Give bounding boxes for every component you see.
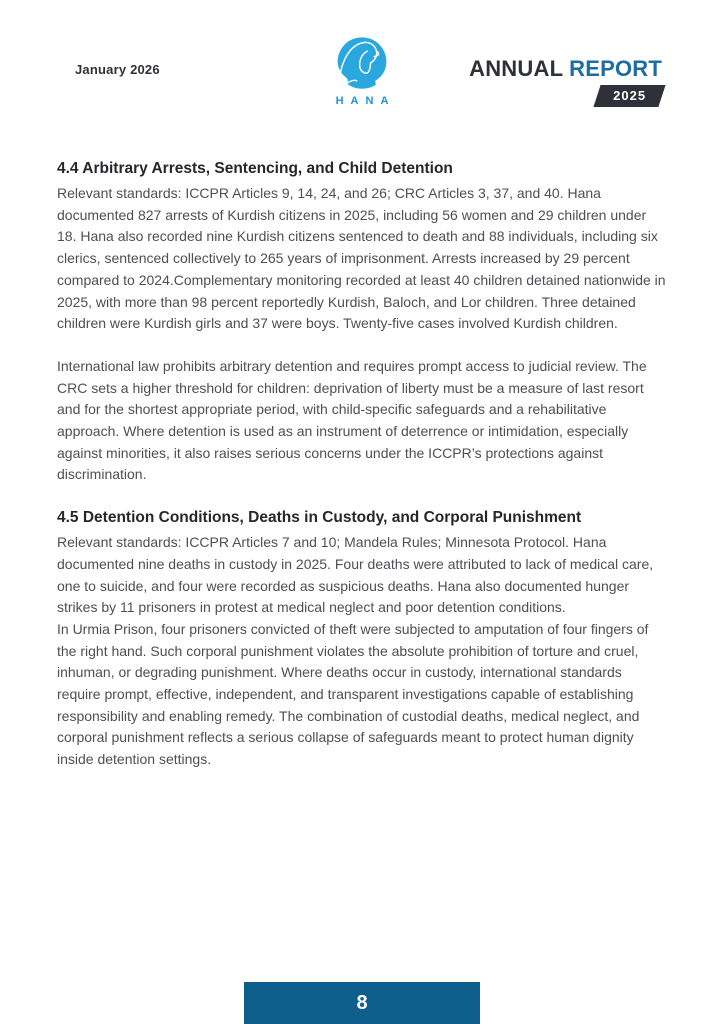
- section-4-4: [57, 158, 669, 486]
- paragraph: International law prohibits arbitrary detention and requires prompt access to judicial review. The CRC sets a higher threshold for children: deprivation of liberty must be a measure of last resort and for the shortest appropriate period, with child-specific safeguards and a rehabilitative approach. Where detention is used as an instrument of deterrence or intimidation, especially against minorities, it also raises serious concerns under the ICCPR’s protections against discrimination.: [57, 357, 647, 483]
- report-body: [57, 158, 669, 771]
- report-title: [469, 56, 662, 107]
- paragraph: Relevant standards: ICCPR Articles 7 and 10; Mandela Rules; Minnesota Protocol. Hana documented nine deaths in custody in 2025. Four deaths were attributed to lack of medical care, one to suicide, and four were recorded as suspicious deaths. Hana also documented hunger strikes by 11 prisoners in protest at medical neglect and poor detention conditions.: [57, 534, 654, 616]
- report-title-line: [469, 56, 662, 82]
- title-annual: ANNUAL: [469, 56, 563, 81]
- year-badge-label: 2025: [613, 88, 647, 103]
- section-4-4-heading: 4.4 Arbitrary Arrests, Sentencing, and Child Detention: [57, 160, 453, 177]
- paragraph: In Urmia Prison, four prisoners convicted of theft were subjected to amputation of four fingers of the right hand. Such corporal punishment violates the absolute prohibition of torture and cruel, inhuman, or degrading punishment. Where deaths occur in custody, international standards require prompt, effective, independent, and transparent investigations capable of establishing responsibility and enabling remedy. The combination of custodial deaths, medical neglect, and corporal punishment reflects a serious collapse of safeguards meant to protect human dignity inside detention settings.: [57, 620, 649, 768]
- section-4-5: [57, 507, 669, 771]
- section-4-5-heading: 4.5 Detention Conditions, Deaths in Custody, and Corporal Punishment: [57, 509, 582, 527]
- paragraph: Relevant standards: ICCPR Articles 9, 14, 24, and 26; CRC Articles 3, 37, and 40. Hana documented 827 arrests of Kurdish citizens in 2025, including 56 women and 29 children under 18. Hana also recorded nine Kurdish citizens sentenced to death and 88 individuals, including six clerics, sentenced collectively to 265 years of imprisonment. Arrests increased by 29 percent compared to 2024.Complementary monitoring recorded at least 40 children detained nationwide in 2025, with more than 98 percent reportedly Kurdish, Baloch, and Lor children. Three detained children were Kurdish girls and 37 were boys. Twenty-five cases involved Kurdish children.: [57, 185, 666, 332]
- dove-icon: [328, 36, 396, 94]
- title-report: REPORT: [569, 56, 662, 81]
- page-number-box: [244, 982, 480, 1024]
- issue-date: January 2026: [75, 62, 160, 77]
- page-number: 8: [356, 991, 368, 1014]
- logo-wordmark: HANA: [335, 95, 396, 107]
- year-badge: [594, 85, 666, 107]
